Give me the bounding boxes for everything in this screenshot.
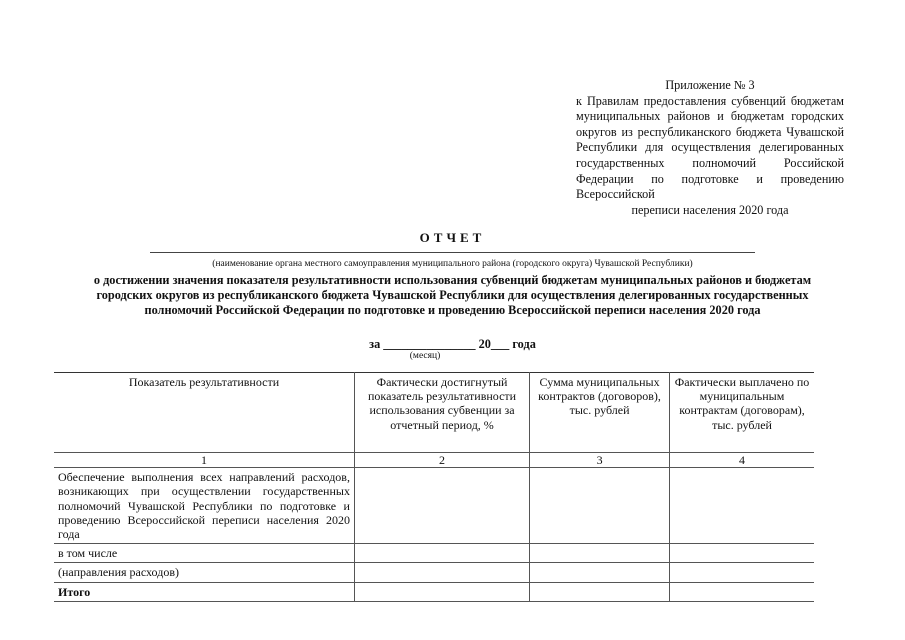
header-paid-sum: Фактически выплачено по муниципальным контрактам (договорам), тыс. рублей [670, 373, 814, 453]
annex-reference-tail: переписи населения 2020 года [631, 202, 789, 217]
table-cell [670, 468, 814, 544]
table-cell [530, 544, 670, 563]
table-cell [354, 563, 529, 582]
table-number-row [54, 453, 814, 468]
column-number: 4 [670, 453, 814, 468]
table-row [54, 468, 814, 544]
row-label: (направления расходов) [54, 563, 354, 582]
annex-reference: к Правилам предоставления субвенций бюджетам муниципальных районов и бюджетам городских округов из республиканского бюджета Чувашской Республики для осуществления делегированных государственных полномочий Российской Федерации по подготовке и проведению Всероссийской [576, 93, 844, 202]
column-number: 1 [54, 453, 354, 468]
column-number: 2 [354, 453, 529, 468]
table-cell [530, 468, 670, 544]
row-label-total: Итого [54, 582, 354, 601]
table-cell [354, 544, 529, 563]
row-label: в том числе [54, 544, 354, 563]
organization-fill-line [150, 252, 755, 253]
organization-caption: (наименование органа местного самоуправления муниципального района (городского округа) Чувашской Республики) [212, 259, 693, 269]
annex-block [576, 78, 844, 218]
table-row-total [54, 582, 814, 601]
table-row [54, 544, 814, 563]
table-cell [530, 563, 670, 582]
table-cell [354, 468, 529, 544]
table-cell [354, 582, 529, 601]
table-row [54, 563, 814, 582]
table-cell [530, 582, 670, 601]
table-cell [670, 563, 814, 582]
row-label: Обеспечение выполнения всех направлений расходов, возникающих при осуществлении государственных полномочий Чувашской Республики по подготовке и проведению Всероссийской переписи населения 2020 года [54, 468, 354, 544]
table-header-row [54, 373, 814, 453]
header-indicator: Показатель результативности [54, 373, 354, 453]
header-contracts-sum: Сумма муниципальных контрактов (договоров), тыс. рублей [530, 373, 670, 453]
report-period: за _______________ 20___ года [369, 337, 536, 351]
header-achieved-value: Фактически достигнутый показатель результативности использования субвенции за отчетный период, % [354, 373, 529, 453]
annex-number: Приложение № 3 [665, 78, 755, 92]
column-number: 3 [530, 453, 670, 468]
report-title: ОТЧЕТ [419, 230, 486, 245]
month-caption: (месяц) [409, 351, 441, 361]
table-cell [670, 544, 814, 563]
indicator-table [54, 372, 814, 602]
report-subtitle: о достижении значения показателя результативности использования субвенций бюджетам муниципальных районов и бюджетам городских округов из республиканского бюджета Чувашской Республики для осуществления делегированных государственных полномочий Российской Федерации по подготовке и проведению Всероссийской переписи населения 2020 года [93, 273, 812, 318]
table-cell [670, 582, 814, 601]
